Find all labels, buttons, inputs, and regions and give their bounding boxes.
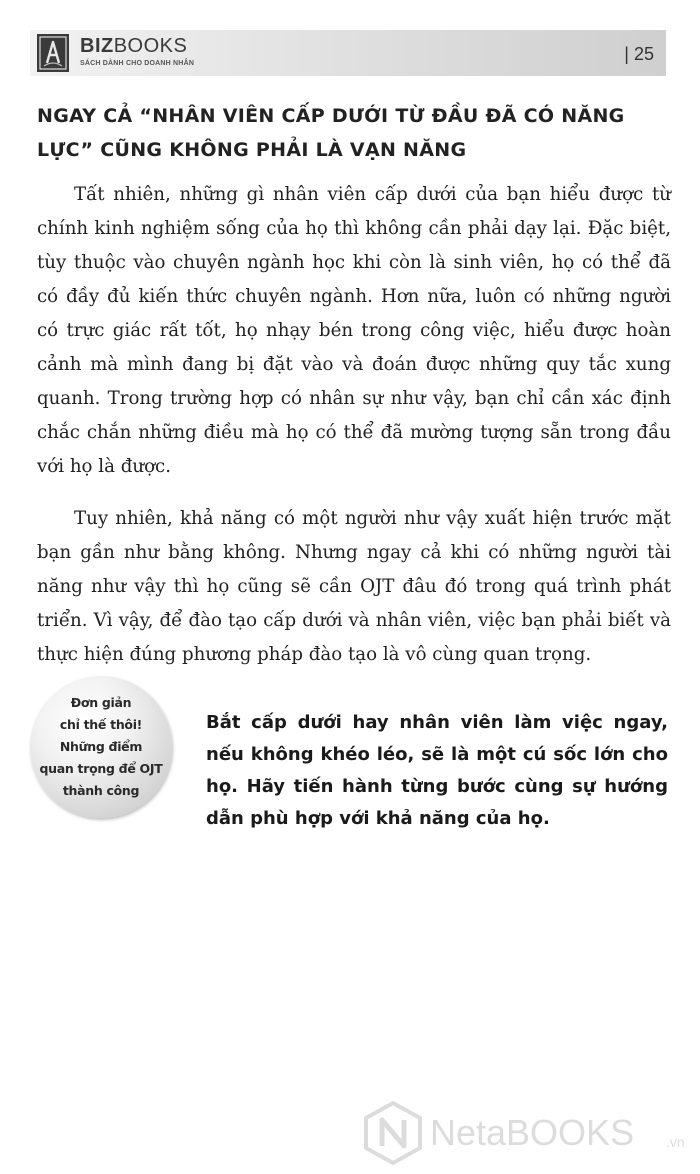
badge-line: quan trọng để OJT	[39, 761, 163, 776]
badge-line: Những điểm	[59, 739, 143, 754]
netabooks-n-icon	[362, 1100, 424, 1166]
watermark	[362, 1100, 692, 1166]
page-number: | 25	[624, 44, 654, 64]
badge-line: chỉ thế thôi!	[59, 717, 143, 732]
watermark-suffix: .vn	[666, 1134, 685, 1150]
paragraph-2: Tuy nhiên, khả năng có một người như vậy xuất hiện trước mặt bạn gần như bằng không. Nhưng ngay cả khi có những người tài năng như vậy thì họ cũng sẽ cần OJT đâu đó trong quá trình phát triển. Vì vậy, để đào tạo cấp dưới và nhân viên, việc bạn phải biết và thực hiện đúng phương pháp đào tạo là vô cùng quan trọng.	[37, 508, 671, 665]
bizbooks-logo-icon	[36, 33, 70, 73]
section-heading: NGAY CẢ “NHÂN VIÊN CẤP DƯỚI TỪ ĐẦU ĐÃ CÓ NĂNG LỰC” CŨNG KHÔNG PHẢI LÀ VẠN NĂNG	[37, 105, 625, 161]
badge-text	[30, 692, 172, 802]
brand-light: BOOKS	[113, 35, 188, 57]
badge-line: thành công	[62, 783, 140, 798]
brand-bold: BIZ	[80, 35, 114, 57]
callout-text: Bắt cấp dưới hay nhân viên làm việc ngay, nếu không khéo léo, sẽ là một cú sốc lớn cho họ. Hãy tiến hành từng bước cùng sự hướng dẫn phù hợp với khả năng của họ.	[206, 712, 668, 829]
tip-badge	[30, 676, 172, 818]
brand-name	[80, 36, 187, 56]
body-text	[37, 178, 671, 690]
badge-line: Đơn giản	[70, 695, 132, 710]
watermark-text: NetaBOOKS	[430, 1112, 635, 1153]
paragraph-1: Tất nhiên, những gì nhân viên cấp dưới của bạn hiểu được từ chính kinh nghiệm sống của họ thì không cần phải dạy lại. Đặc biệt, tùy thuộc vào chuyên ngành học khi còn là sinh viên, họ có thể đã có đầy đủ kiến thức chuyên ngành. Hơn nữa, luôn có những người có trực giác rất tốt, họ nhạy bén trong công việc, hiểu được hoàn cảnh mà mình đang bị đặt vào và đoán được những quy tắc xung quanh. Trong trường hợp có nhân sự như vậy, bạn chỉ cần xác định chắc chắn những điều mà họ có thể đã mường tượng sẵn trong đầu với họ là được.	[37, 184, 671, 477]
page-header	[30, 30, 666, 76]
brand-tagline: SÁCH DÀNH CHO DOANH NHÂN	[80, 60, 195, 67]
